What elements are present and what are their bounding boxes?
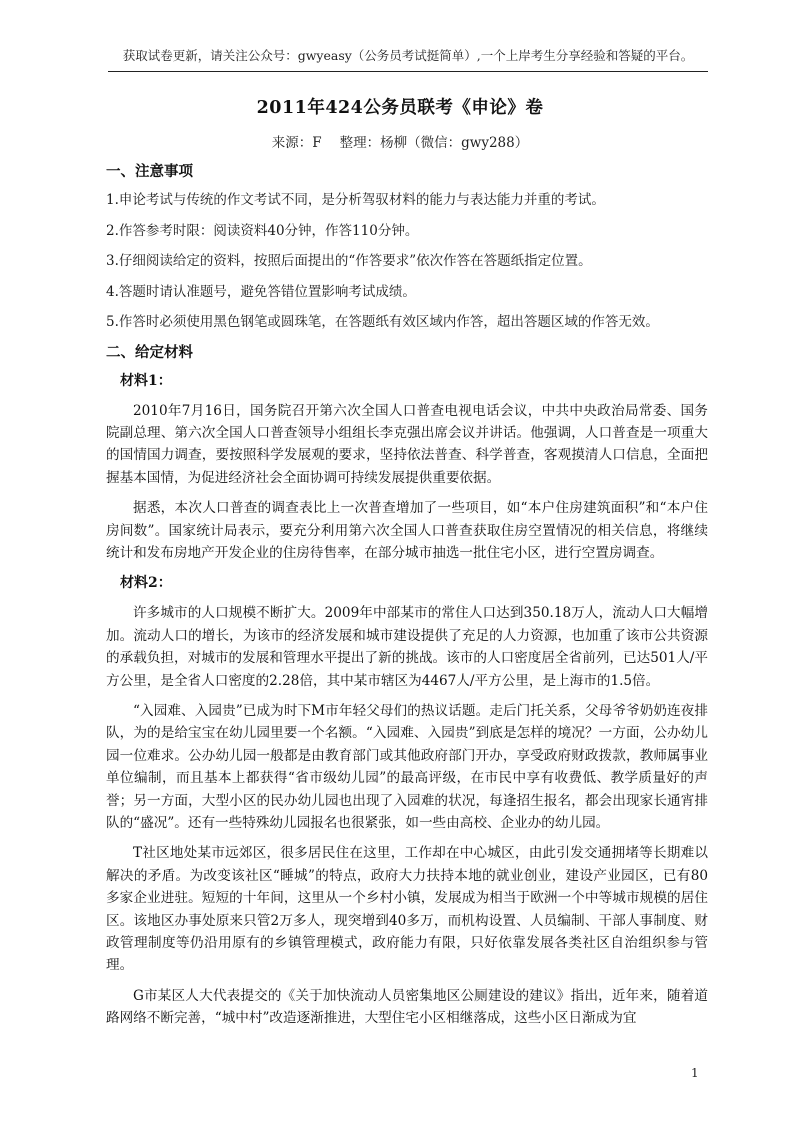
note-item: 1.申论考试与传统的作文考试不同，是分析驾驭材料的能力与表达能力并重的考试。 xyxy=(106,192,605,208)
section-heading-notes: 一、注意事项 xyxy=(106,163,193,180)
material-1-paragraph: 据悉，本次人口普查的调查表比上一次普查增加了一些项目，如“本户住房建筑面积”和“本户住房间数”。国家统计局表示，要充分利用第六次全国人口普查获取住房空置情况的相关信息，将继续统计和发布房地产开发企业的住房待售率，在部分城市抽选一批住宅小区，进行空置房调查。 xyxy=(106,500,708,561)
material-2-paragraph: T社区地处某市远郊区，很多居民住在这里，工作却在中心城区，由此引发交通拥堵等长期难以解决的矛盾。为改变该社区“睡城”的特点，政府大力扶持本地的就业创业，建设产业园区，已有80多家企业进驻。短短的十年间，这里从一个乡村小镇，发展成为相当于欧洲一个中等城市规模的居住区。该地区办事处原来只管2万多人，现突增到40多万，而机构设置、人员编制、干部人事制度、财政管理制度等仍沿用原有的乡镇管理模式，政府能力有限，只好依靠发展各类社区自治组织参与管理。 xyxy=(106,845,708,974)
note-item: 3.仔细阅读给定的资料，按照后面提出的“作答要求”依次作答在答题纸指定位置。 xyxy=(106,253,592,269)
document-title: 2011年424公务员联考《申论》卷 xyxy=(256,98,544,118)
note-item: 5.作答时必须使用黑色钢笔或圆珠笔，在答题纸有效区域内作答，超出答题区域的作答无效。 xyxy=(106,314,659,330)
document-body xyxy=(106,158,708,1038)
section-heading-materials: 二、给定材料 xyxy=(106,343,193,361)
header-rule xyxy=(108,71,708,72)
material-2-paragraph: “入园难、入园贵”已成为时下M市年轻父母们的热议话题。走后门托关系，父母爷爷奶奶连夜排队，为的是给宝宝在幼儿园里要一个名额。“入园难、入园贵”到底是怎样的境况？一方面，公办幼儿园一位难求。公办幼儿园一般都是由教育部门或其他政府部门开办，享受政府财政拨款，教师属事业单位编制，而且基本上都获得“省市级幼儿园”的最高评级，在市民中享有收费低、教学质量好的声誉；另一方面，大型小区的民办幼儿园也出现了入园难的状况，每逢招生报名，都会出现家长通宵排队的“盛况”。还有一些特殊幼儿园报名也很紧张，如一些由高校、企业办的幼儿园。 xyxy=(106,702,708,831)
note-item: 4.答题时请认准题号，避免答错位置影响考试成绩。 xyxy=(106,283,416,300)
page-number: 1 xyxy=(691,1066,699,1080)
page-header: 获取试卷更新，请关注公众号：gwyeasy（公务员考试挺简单）,一个上岸考生分享经验和答疑的平台。 xyxy=(122,48,694,63)
material-1-label: 材料1： xyxy=(120,372,172,389)
material-2-paragraph: 许多城市的人口规模不断扩大。2009年中部某市的常住人口达到350.18万人，流动人口大幅增加。流动人口的增长，为该市的经济发展和城市建设提供了充足的人力资源，也加重了该市公共资源的承载负担，对城市的发展和管理水平提出了新的挑战。该市的人口密度居全省前列，已达501人/平方公里，是全省人口密度的2.28倍，其中某市辖区为4467人/平方公里，是上海市的1.5倍。 xyxy=(106,605,708,689)
source-from: 来源：F xyxy=(271,135,322,151)
source-editor: 整理：杨柳（微信：gwy288） xyxy=(339,135,529,151)
material-2-paragraph: G市某区人大代表提交的《关于加快流动人员密集地区公厕建设的建议》指出，近年来，随着道路网络不断完善，“城中村”改造逐渐推进，大型住宅小区相继落成，这些小区日渐成为宜 xyxy=(106,987,708,1027)
material-1-paragraph: 2010年7月16日，国务院召开第六次全国人口普查电视电话会议，中共中央政治局常委、国务院副总理、第六次全国人口普查领导小组组长李克强出席会议并讲话。他强调，人口普查是一项重大的国情国力调查，要按照科学发展观的要求，坚持依法普查、科学普查，客观摸清人口信息，全面把握基本国情，为促进经济社会全面协调可持续发展提供重要依据。 xyxy=(106,402,708,486)
material-2-label: 材料2： xyxy=(120,575,172,592)
note-item: 2.作答参考时限：阅读资料40分钟，作答110分钟。 xyxy=(106,222,419,239)
source-line xyxy=(0,131,800,151)
